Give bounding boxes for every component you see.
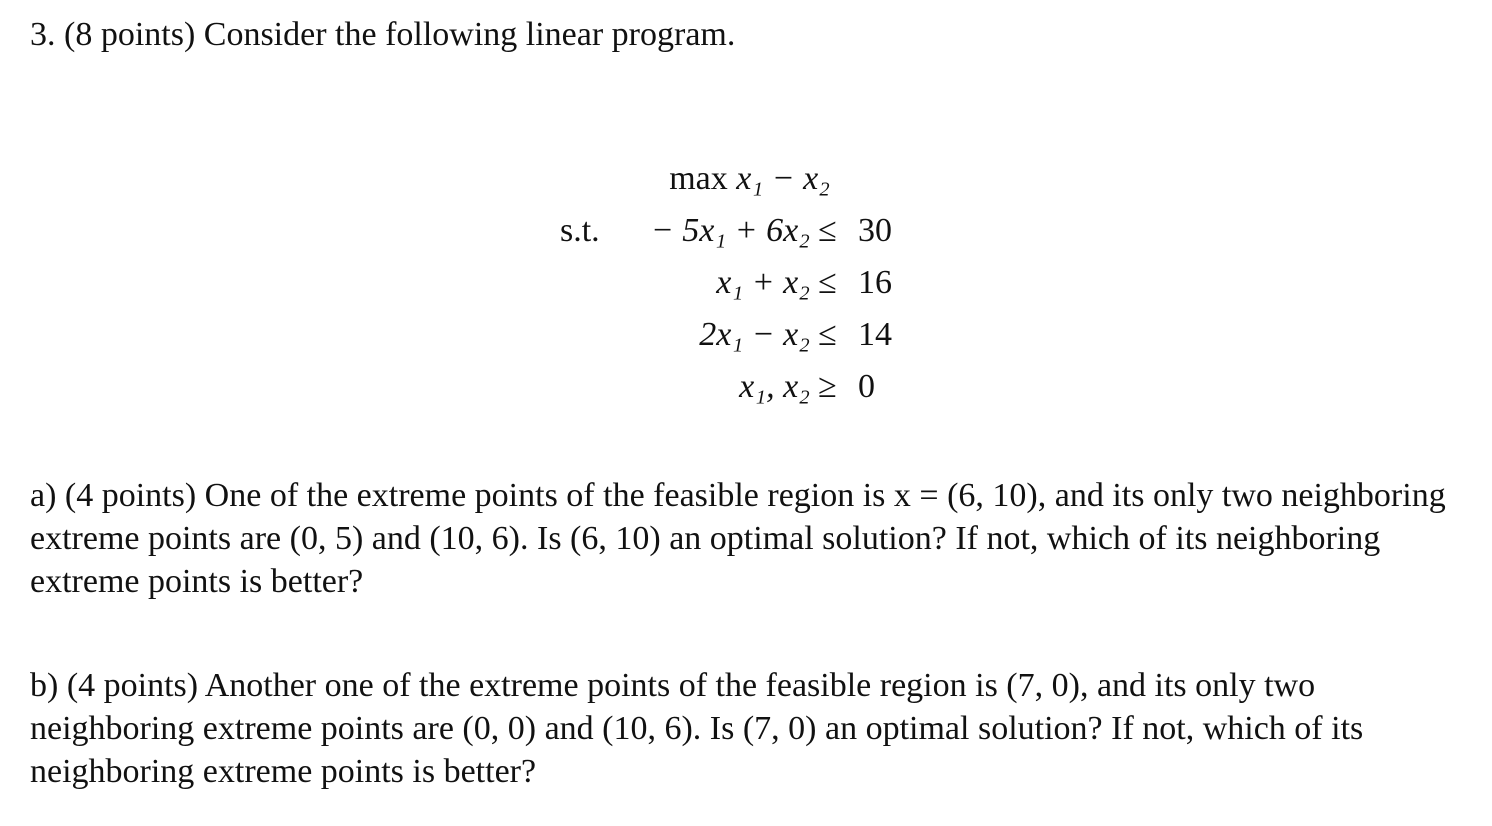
constraint-lhs: 2x₁ − x₂ [699,316,810,353]
part-a-question: a) (4 points) One of the extreme points of the feasible region is x = (6, 10), and its only two neighboring extreme points are (0, 5) and (10, 6). Is (6, 10) an optimal solution? If not, which of its neighboring extreme points is better? [30,477,1446,600]
linear-program [540,160,1000,420]
objective-expression: x₁ − x₂ [736,160,830,197]
constraint-relation: ≥ [818,368,837,405]
constraint-rhs: 30 [858,212,892,249]
constraint-lhs: − 5x₁ + 6x₂ [650,212,810,249]
objective-row [540,160,1000,212]
constraint-row [540,212,1000,264]
subject-to-label: s.t. [560,212,600,249]
constraint-row [540,264,1000,316]
objective [669,160,830,198]
constraint-lhs: x₁, x₂ [739,368,810,405]
constraint-relation: ≤ [818,316,837,353]
constraint-rhs: 16 [858,264,892,301]
constraint-rhs: 14 [858,316,892,353]
nonnegativity-row [540,368,1000,420]
constraint-rhs: 0 [858,368,875,405]
part-b-question: b) (4 points) Another one of the extreme points of the feasible region is (7, 0), and its only two neighboring extreme points are (0, 0) and (10, 6). Is (7, 0) an optimal solution? If not, which of its neighboring extreme points is better? [30,667,1364,790]
constraint-relation: ≤ [818,264,837,301]
problem-heading: 3. (8 points) Consider the following linear program. [30,16,736,53]
constraint-row [540,316,1000,368]
constraint-lhs: x₁ + x₂ [716,264,810,301]
constraint-relation: ≤ [818,212,837,249]
objective-label: max [669,160,728,197]
